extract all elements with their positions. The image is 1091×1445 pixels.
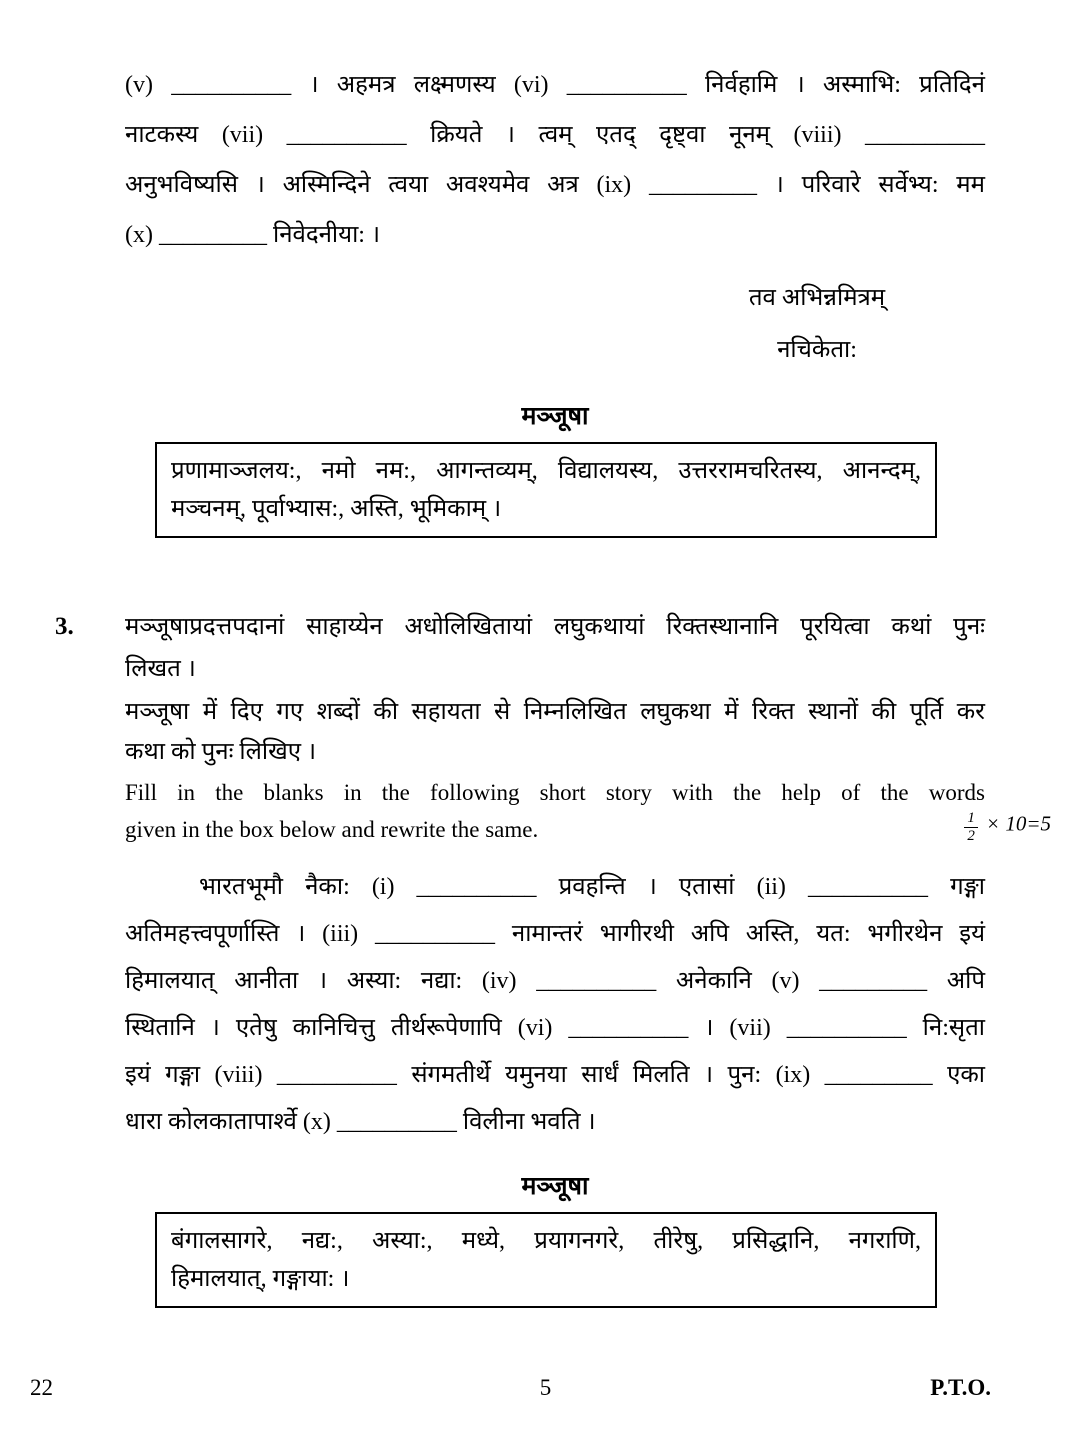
text-line: (v) __________ । अहमत्र लक्ष्मणस्य (vi) __________ निर्वहामि । अस्माभि: प्रतिदिनं bbox=[125, 72, 985, 98]
text-line: (x) _________ निवेदनीया: । bbox=[125, 222, 381, 248]
text-line: मञ्जूषा में दिए गए शब्दों की सहायता से निम्नलिखित लघुकथा में रिक्त स्थानों की पूर्ति कर bbox=[125, 699, 985, 725]
word-box-line: मञ्चनम्, पूर्वाभ्यास:, अस्ति, भूमिकाम् । bbox=[171, 496, 502, 522]
text-line: अतिमहत्त्वपूर्णास्ति । (iii) __________ नामान्तरं भागीरथी अपि अस्ति, यत: भगीरथेन इयं bbox=[125, 921, 985, 947]
instruction-english bbox=[125, 774, 1051, 848]
text-line: given in the box below and rewrite the same. bbox=[125, 817, 539, 842]
fraction-half bbox=[964, 810, 978, 844]
question-3 bbox=[55, 606, 1051, 1308]
word-box-line: हिमालयात्, गङ्गाया: । bbox=[171, 1266, 350, 1292]
text-line: हिमालयात् आनीता । अस्या: नद्या: (iv) __________ अनेकानि (v) _________ अपि bbox=[125, 968, 985, 994]
text-line: धारा कोलकातापार्श्वे (x) __________ विलीना भवति । bbox=[125, 1109, 596, 1135]
text-line: इयं गङ्गा (viii) __________ संगमतीर्थे यमुनया सार्धं मिलति । पुन: (ix) _________ एका bbox=[125, 1062, 985, 1088]
marks-suffix: × 10=5 bbox=[985, 811, 1051, 836]
manjusha-word-box bbox=[155, 1212, 937, 1308]
footer-page-number: 5 bbox=[539, 1375, 552, 1400]
page-content bbox=[55, 60, 1051, 1308]
instruction-hindi bbox=[125, 692, 985, 772]
manjusha-heading: मञ्जूषा bbox=[521, 1173, 589, 1200]
question-2-continuation bbox=[125, 60, 985, 538]
text-line: मञ्जूषाप्रदत्तपदानां साहाय्येन अधोलिखितायां लघुकथायां रिक्तस्थानानि पूरयित्वा कथां पुनः bbox=[125, 614, 985, 640]
text-line: अनुभविष्यसि । अस्मिन्दिने त्वया अवश्यमेव अत्र (ix) _________ । परिवारे सर्वेभ्य: मम bbox=[125, 172, 985, 198]
footer-paper-code: 22 bbox=[30, 1375, 53, 1400]
text-line: Fill in the blanks in the following short story with the help of the words bbox=[125, 780, 985, 805]
signature-closing: तव अभिन्नमित्रम् bbox=[748, 285, 886, 311]
word-box-line: बंगालसागरे, नद्य:, अस्या:, मध्ये, प्रयागनगरे, तीरेषु, प्रसिद्धानि, नगराणि, bbox=[171, 1228, 921, 1254]
story-paragraph bbox=[125, 864, 985, 1146]
letter-signature bbox=[667, 272, 967, 376]
text-line: भारतभूमौ नैका: (i) __________ प्रवहन्ति । एतासां (ii) __________ गङ्गा bbox=[199, 874, 985, 900]
signature-name: नचिकेता: bbox=[777, 337, 857, 363]
marks-allocation bbox=[964, 810, 1051, 844]
fraction-numerator: 1 bbox=[964, 810, 978, 828]
instruction-sanskrit bbox=[125, 606, 985, 690]
fraction-denominator: 2 bbox=[967, 827, 975, 844]
manjusha-heading: मञ्जूषा bbox=[521, 403, 589, 430]
footer-pto-label: P.T.O. bbox=[930, 1375, 991, 1400]
text-line: स्थितानि । एतेषु कानिचित्तु तीर्थरूपेणापि (vi) __________ । (vii) __________ नि:सृता bbox=[125, 1015, 985, 1041]
manjusha-word-box bbox=[155, 442, 937, 538]
text-line: लिखत । bbox=[125, 656, 196, 682]
fill-in-blanks-paragraph bbox=[125, 60, 985, 260]
word-box-line: प्रणामाञ्जलय:, नमो नम:, आगन्तव्यम्, विद्यालयस्य, उत्तररामचरितस्य, आनन्दम्, bbox=[171, 458, 921, 484]
text-line: कथा को पुनः लिखिए । bbox=[125, 739, 317, 765]
text-line: नाटकस्य (vii) __________ क्रियते । त्वम् एतद् दृष्ट्वा नूनम् (viii) __________ bbox=[125, 122, 985, 148]
question-number: 3. bbox=[55, 613, 74, 640]
